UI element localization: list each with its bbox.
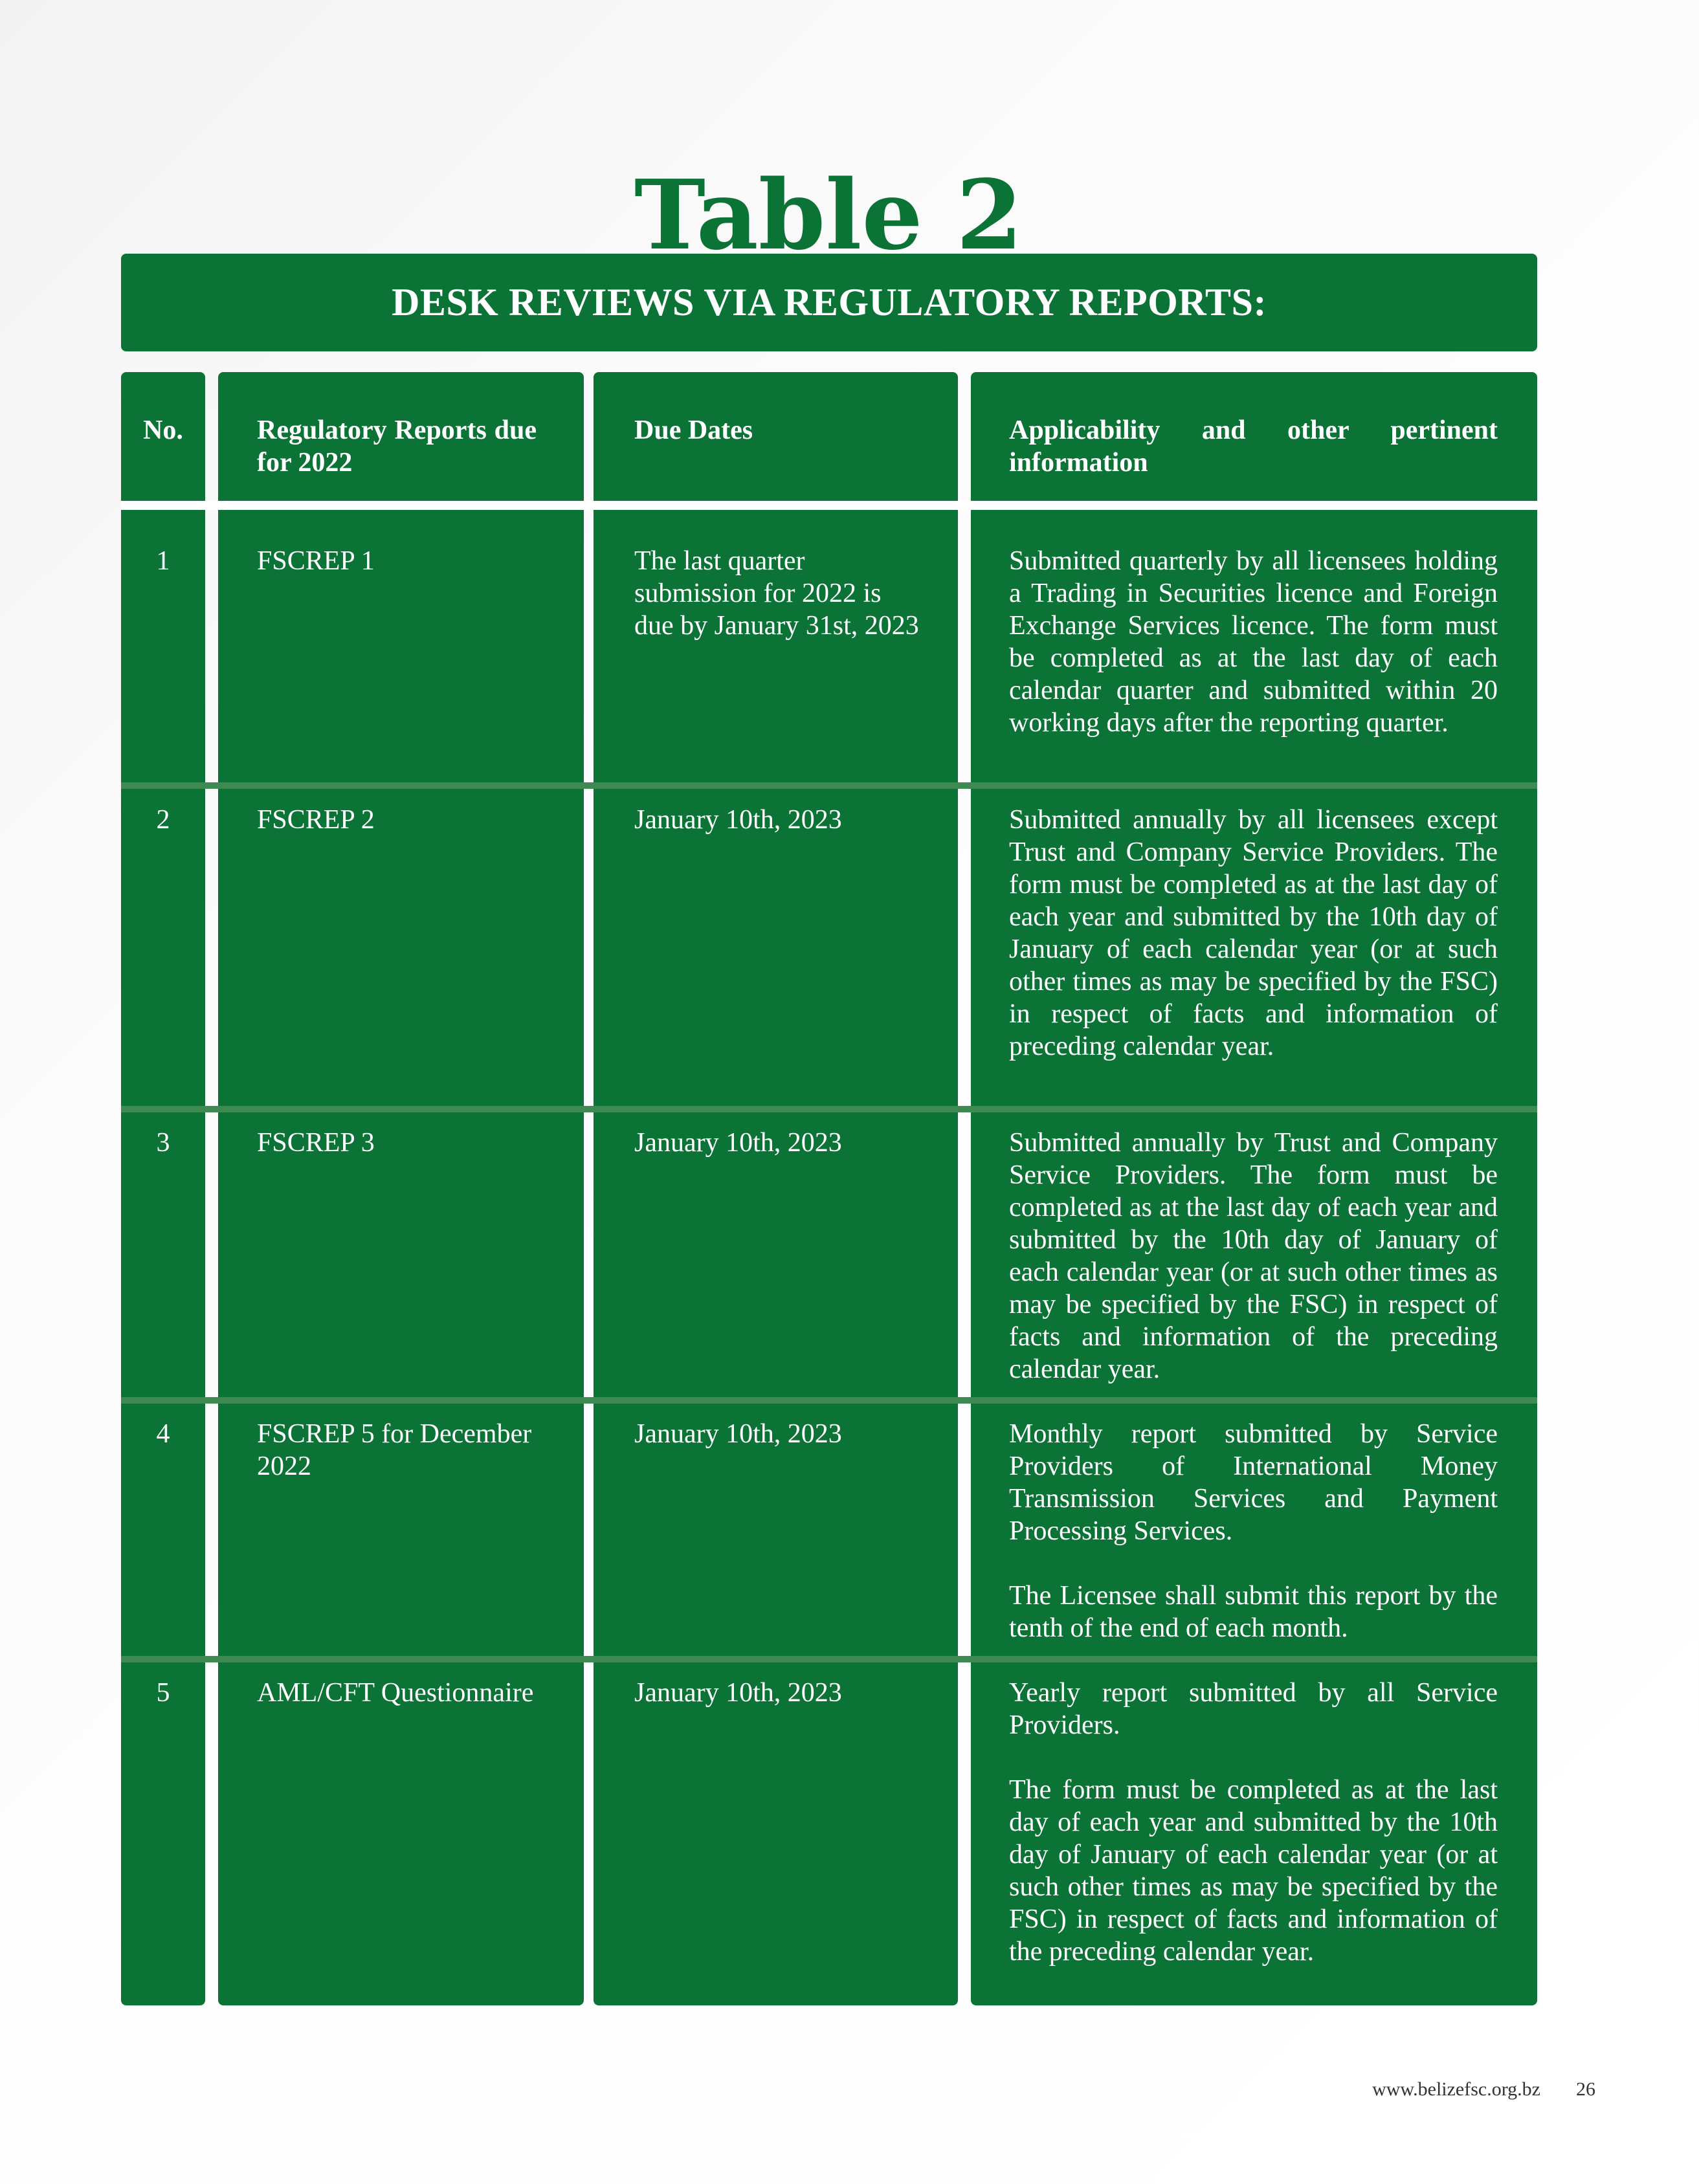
- column-no: [121, 372, 205, 2005]
- row-2-info: [1009, 804, 1498, 1063]
- row-1-due: The last quarter submission for 2022 is due by January 31st, 2023: [634, 546, 919, 641]
- row-3-report: FSCREP 3: [257, 1128, 375, 1158]
- row-2-due: January 10th, 2023: [634, 805, 842, 835]
- row-2-report: FSCREP 2: [257, 805, 375, 835]
- row-5-info-paragraph: Yearly report submitted by all Service Providers.: [1009, 1678, 1498, 1740]
- row-3-info: [1009, 1127, 1498, 1385]
- banner-title: DESK REVIEWS VIA REGULATORY REPORTS:: [392, 281, 1267, 324]
- row-separator: [121, 782, 1537, 789]
- row-1-info: [1009, 545, 1498, 739]
- row-5-info-paragraph: The form must be completed as at the last day of each year and submitted by the 10th day of January of each calendar year (or at such other times as may be specified by the FSC) in respect of facts and information of the preceding calendar year.: [1009, 1775, 1498, 1967]
- row-5-info: [1009, 1677, 1498, 1968]
- row-3-info-paragraph: Submitted annually by Trust and Company Service Providers. The form must be completed as at the last day of each year and submitted by the 10th day of January of each calendar year (or at such other times as may be specified by the FSC) in respect of facts and information of the preceding calendar year.: [1009, 1128, 1498, 1384]
- header-report: Regulatory Reports due for 2022: [257, 415, 537, 478]
- row-4-no: 4: [156, 1419, 170, 1449]
- row-3-no: 3: [156, 1128, 170, 1158]
- header-no: No.: [143, 415, 183, 445]
- row-5-no: 5: [156, 1678, 170, 1708]
- row-1-report: FSCREP 1: [257, 546, 375, 576]
- row-3-due: January 10th, 2023: [634, 1128, 842, 1158]
- header-due: Due Dates: [634, 415, 753, 445]
- row-separator: [121, 1106, 1537, 1112]
- row-4-report: FSCREP 5 for December 2022: [257, 1419, 532, 1481]
- header-separator: [121, 501, 1537, 510]
- row-4-info: [1009, 1418, 1498, 1644]
- table-banner: [121, 254, 1537, 351]
- row-separator: [121, 1397, 1537, 1404]
- row-1-no: 1: [156, 546, 170, 576]
- page-title: Table 2: [634, 163, 1023, 252]
- row-2-no: 2: [156, 805, 170, 835]
- column-report: [218, 372, 584, 2005]
- header-info: Applicability and other pertinent information: [1009, 415, 1498, 478]
- row-separator: [121, 1656, 1537, 1662]
- row-2-info-paragraph: Submitted annually by all licensees except Trust and Company Service Providers. The form must be completed as at the last day of each year and submitted by the 10th day of January of each calendar year (or at such other times as may be specified by the FSC) in respect of facts and information of preceding calendar year.: [1009, 805, 1498, 1061]
- row-5-due: January 10th, 2023: [634, 1678, 842, 1708]
- footer-url[interactable]: www.belizefsc.org.bz: [1372, 2079, 1540, 2100]
- page-number: 26: [1576, 2079, 1595, 2100]
- row-4-info-paragraph: The Licensee shall submit this report by the tenth of the end of each month.: [1009, 1581, 1498, 1643]
- row-4-info-paragraph: Monthly report submitted by Service Providers of International Money Transmission Services and Payment Processing Services.: [1009, 1419, 1498, 1546]
- row-4-due: January 10th, 2023: [634, 1419, 842, 1449]
- row-1-info-paragraph: Submitted quarterly by all licensees holding a Trading in Securities licence and Foreign Exchange Services licence. The form must be completed as at the last day of each calendar quarter and submitted within 20 working days after the reporting quarter.: [1009, 546, 1498, 738]
- row-5-report: AML/CFT Questionnaire: [257, 1678, 534, 1708]
